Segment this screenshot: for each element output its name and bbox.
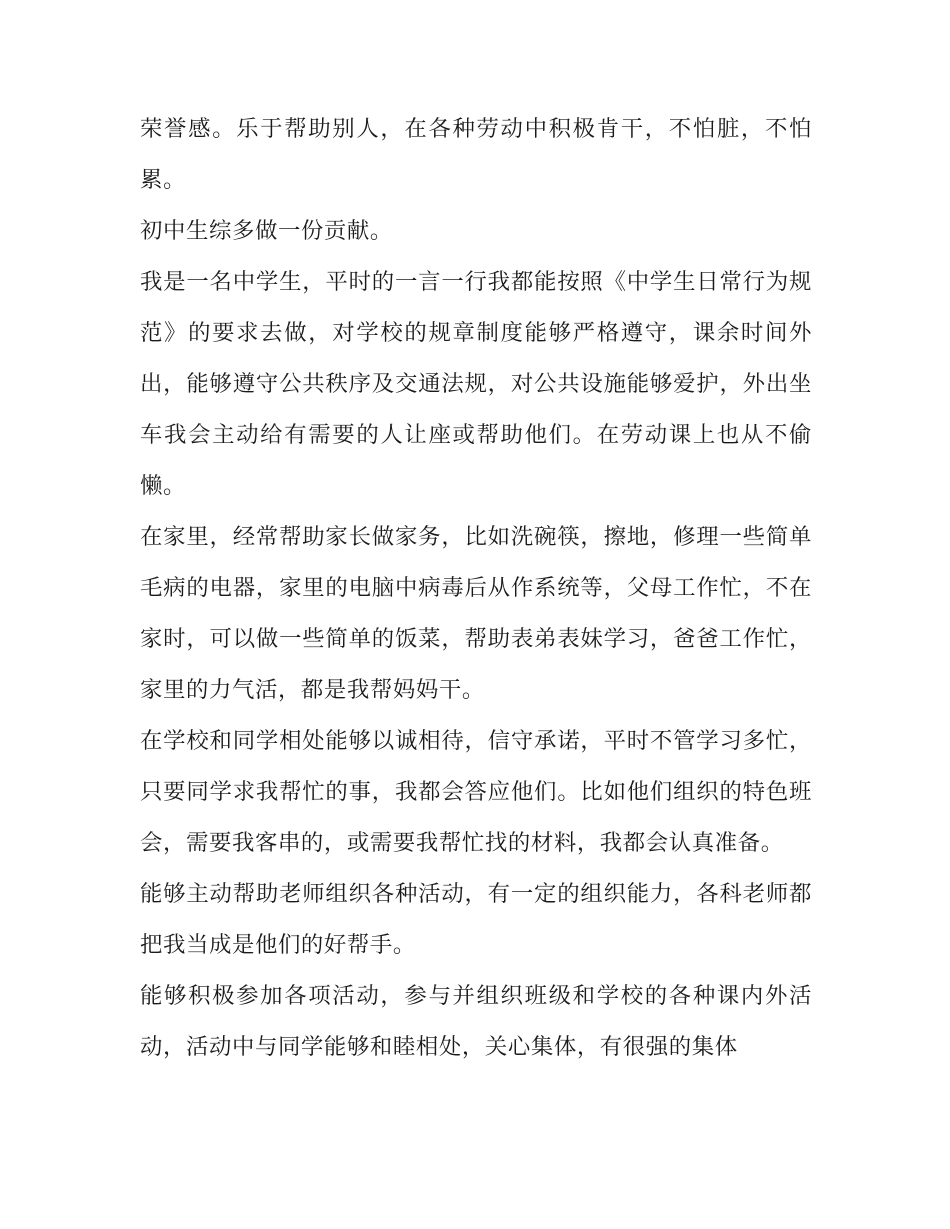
paragraph-6: 能够主动帮助老师组织各种活动，有一定的组织能力，各科老师都把我当成是他们的好帮手。 [140,881,812,958]
paragraph-3: 我是一名中学生，平时的一言一行我都能按照《中学生日常行为规范》的要求去做，对学校的规章制度能够严格遵守，课余时间外出，能够遵守公共秩序及交通法规，对公共设施能够爱护，外出坐车我会主动给有需要的人让座或帮助他们。在劳动课上也从不偷懒。 [140,269,812,499]
document-body [140,104,812,1073]
paragraph-1: 荣誉感。乐于帮助别人，在各种劳动中积极肯干，不怕脏，不怕累。 [140,116,812,193]
paragraph-2: 初中生综多做一份贡献。 [140,218,393,244]
paragraph-4: 在家里，经常帮助家长做家务，比如洗碗筷，擦地，修理一些简单毛病的电器，家里的电脑中病毒后从作系统等，父母工作忙，不在家时，可以做一些简单的饭菜，帮助表弟表妹学习，爸爸工作忙，家里的力气活，都是我帮妈妈干。 [140,524,812,703]
paragraph-7: 能够积极参加各项活动，参与并组织班级和学校的各种课内外活动，活动中与同学能够和睦相处，关心集体，有很强的集体 [140,983,812,1060]
paragraph-5: 在学校和同学相处能够以诚相待，信守承诺，平时不管学习多忙，只要同学求我帮忙的事，我都会答应他们。比如他们组织的特色班会，需要我客串的，或需要我帮忙找的材料，我都会认真准备。 [140,728,812,856]
